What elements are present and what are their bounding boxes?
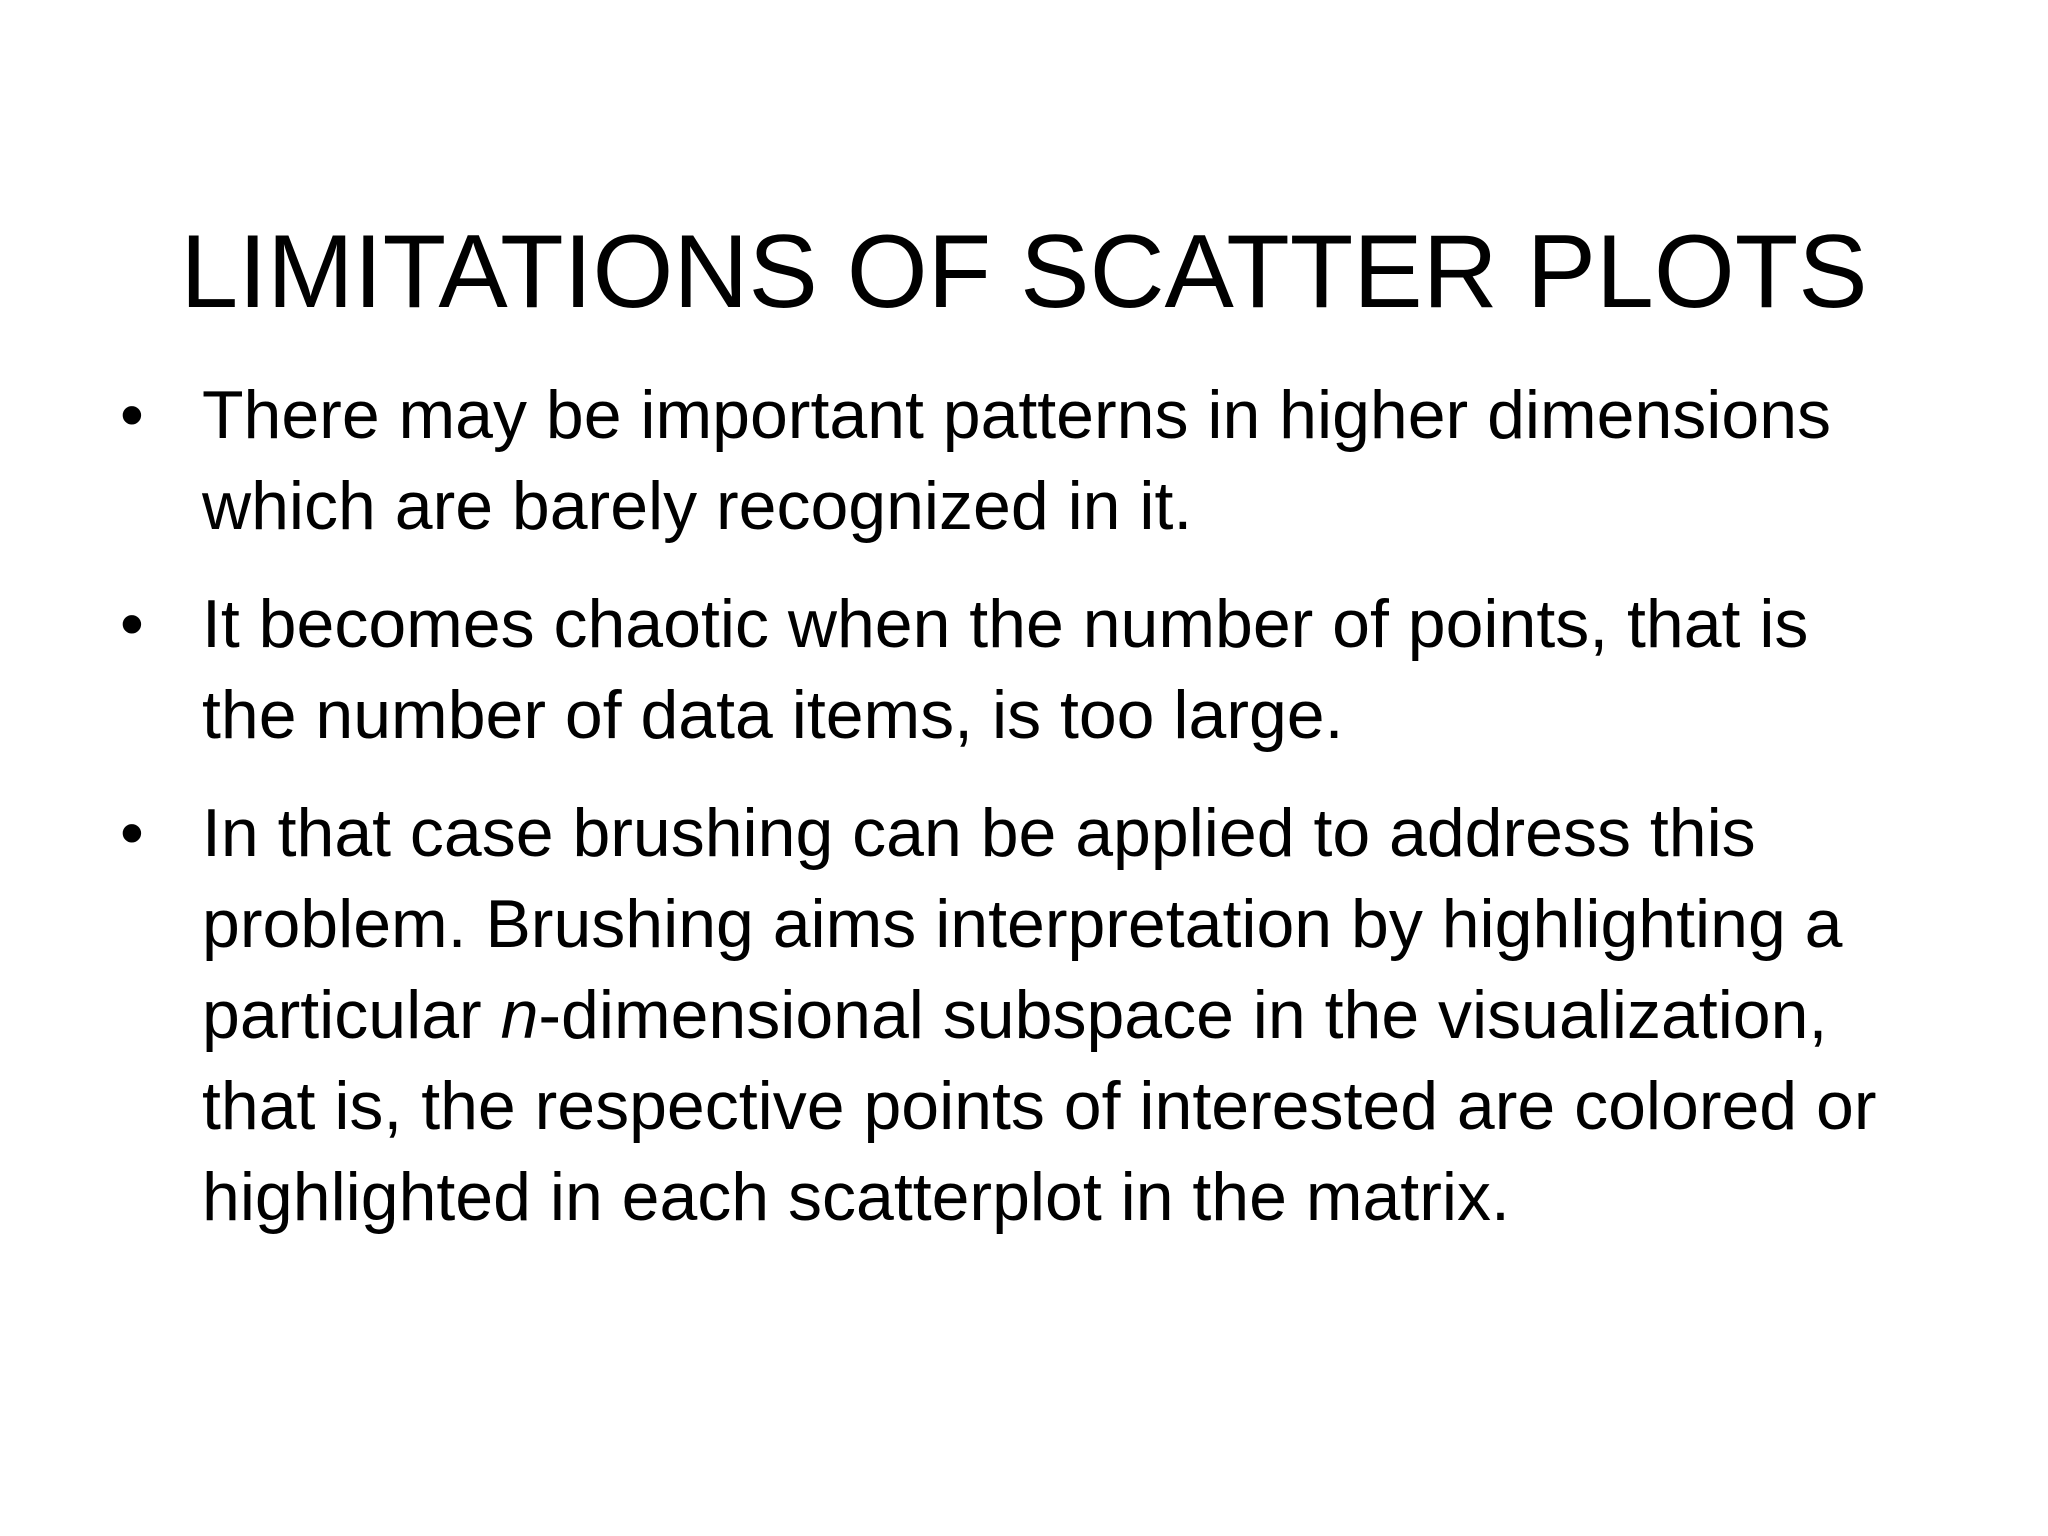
bullet-text: It becomes chaotic when the number of points, that is the number of data items, is too large. [202, 586, 1809, 753]
bullet-icon: • [120, 377, 144, 453]
bullet-text-part: -dimensional subspace in the visualization, that is, the respective points of interested are colored or highlighted in each scatterplot in the matrix. [202, 977, 1877, 1235]
slide-title: LIMITATIONS OF SCATTER PLOTS [180, 213, 1868, 330]
bullet-icon: • [120, 586, 144, 662]
bullet-item [120, 579, 1920, 761]
bullet-text [202, 788, 1920, 1243]
bullet-item [120, 370, 1920, 552]
italic-variable: n [500, 977, 539, 1053]
bullet-list [120, 370, 1920, 1270]
bullet-icon: • [120, 795, 144, 871]
bullet-item [120, 788, 1920, 1243]
bullet-text: There may be important patterns in higher dimensions which are barely recognized in it. [202, 377, 1832, 544]
bullet-text-part: In that case brushing can be applied to address this problem. Brushing aims interpretation by highlighting a particular [202, 795, 1843, 1053]
